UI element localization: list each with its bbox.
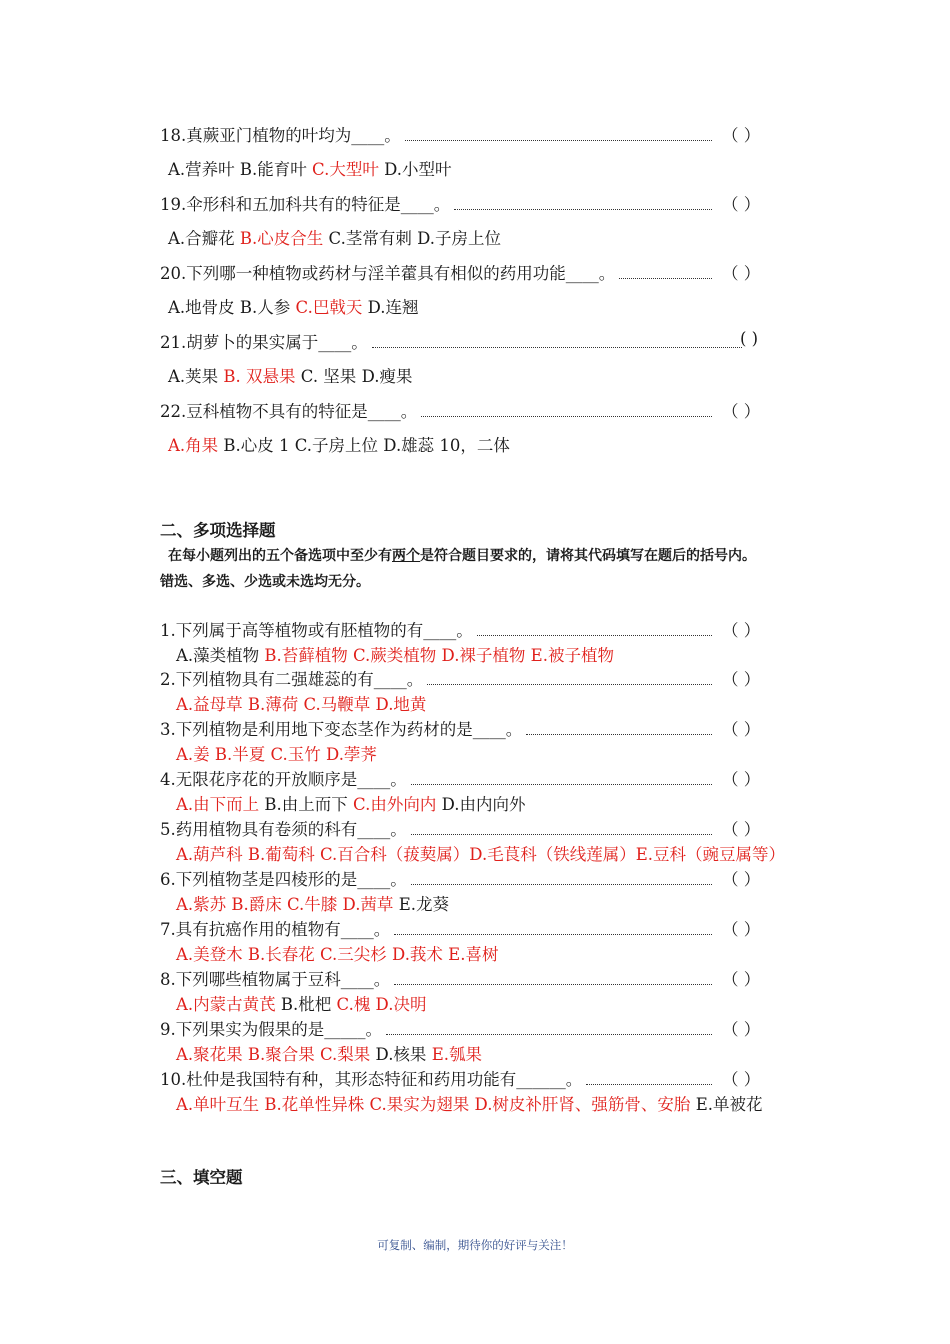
multi-question-stem-line: [160, 716, 522, 740]
multi-question-options: [176, 991, 426, 1015]
dot-leader: [411, 834, 712, 835]
question-number: 20.: [160, 264, 187, 283]
answer-option-correct: A.单叶互生 B.花单性异株 C.果实为翅果 D.树皮补肝肾、强筋骨、安胎: [176, 1095, 696, 1114]
multi-question-stem-line: [160, 1066, 582, 1090]
multi-question-stem-line: [160, 966, 390, 990]
question-stem: 具有抗癌作用的植物有____。: [175, 920, 391, 939]
multi-question-options: [176, 691, 426, 715]
question-number: 4.: [160, 770, 176, 789]
single-question-stem-line: [160, 398, 417, 422]
answer-option: D.小型叶: [384, 160, 452, 179]
answer-option: D.瘦果: [361, 367, 413, 386]
question-stem: 豆科植物不具有的特征是____。: [186, 402, 418, 421]
answer-option: B.枇杷: [280, 995, 337, 1014]
question-number: 8.: [160, 970, 176, 989]
multi-question-stem-line: [160, 816, 407, 840]
multi-question-options: [176, 841, 785, 865]
answer-option: D.子房上位: [417, 229, 501, 248]
question-number: 6.: [160, 870, 176, 889]
multi-question-options: [176, 1091, 762, 1115]
question-number: 1.: [160, 621, 176, 640]
answer-option-correct: A.姜 B.半夏 C.玉竹 D.荸荠: [176, 745, 377, 764]
answer-option-correct: A.益母草 B.薄荷 C.马鞭草 D.地黄: [176, 695, 427, 714]
question-stem: 无限花序花的开放顺序是____。: [175, 770, 407, 789]
dot-leader: [586, 1084, 712, 1085]
single-question-stem-line: [160, 122, 401, 146]
question-stem: 杜仲是我国特有种，其形态特征和药用功能有______。: [186, 1070, 583, 1089]
answer-option: C. 坚果: [300, 367, 362, 386]
multi-question-stem-line: [160, 916, 390, 940]
question-stem: 下列哪一种植物或药材与淫羊藿具有相似的药用功能____。: [186, 264, 616, 283]
answer-option: B.人参: [239, 298, 296, 317]
answer-option: A.荚果: [168, 367, 224, 386]
multi-question-stem-line: [160, 1016, 382, 1040]
dot-leader: [394, 934, 712, 935]
answer-parenthesis: （ ）: [722, 720, 761, 739]
answer-option-correct: C.槐 D.决明: [336, 995, 427, 1014]
question-stem: 下列哪些植物属于豆科____。: [175, 970, 391, 989]
answer-option-correct: C.由外向内: [353, 795, 442, 814]
answer-option-correct: A.聚花果 B.聚合果 C.梨果: [176, 1045, 376, 1064]
question-stem: 下列植物茎是四棱形的是____。: [175, 870, 407, 889]
answer-option: B.由上而下: [264, 795, 354, 814]
multi-question-options: [176, 891, 449, 915]
answer-option: A.营养叶: [168, 160, 240, 179]
answer-option: D.雄蕊 10，二体: [383, 436, 510, 455]
multi-question-stem-line: [160, 666, 423, 690]
question-stem: 真蕨亚门植物的叶均为____。: [186, 126, 401, 145]
answer-option: B.能育叶: [239, 160, 313, 179]
single-question-options: [168, 156, 451, 180]
single-question-stem-line: [160, 329, 368, 353]
answer-option-correct: B.心皮合生: [239, 229, 329, 248]
dot-leader: [394, 984, 712, 985]
instructions-text: 是符合题目要求的，请将其代码填写在题后的括号内。: [420, 548, 756, 564]
instructions-underlined: 两个: [392, 548, 420, 564]
answer-option: C.子房上位: [294, 436, 384, 455]
question-number: 2.: [160, 670, 176, 689]
section-heading-multiple-choice: 二、多项选择题: [160, 521, 276, 540]
answer-parenthesis: ( ): [740, 329, 759, 348]
multi-question-options: [176, 791, 525, 815]
dot-leader: [372, 347, 742, 348]
answer-parenthesis: （ ）: [722, 920, 761, 939]
multi-question-stem-line: [160, 866, 407, 890]
question-number: 22.: [160, 402, 187, 421]
answer-parenthesis: （ ）: [722, 870, 761, 889]
answer-parenthesis: （ ）: [722, 1070, 761, 1089]
answer-parenthesis: （ ）: [722, 195, 761, 214]
answer-option: D.核果: [375, 1045, 432, 1064]
section-heading-fill-in: 三、填空题: [160, 1168, 243, 1187]
question-stem: 药用植物具有卷须的科有____。: [175, 820, 407, 839]
answer-parenthesis: （ ）: [722, 402, 761, 421]
answer-option: E.单被花: [695, 1095, 763, 1114]
instructions-text: 在每小题列出的五个备选项中至少有: [168, 548, 392, 564]
answer-option: A.藻类植物: [176, 646, 265, 665]
answer-parenthesis: （ ）: [722, 126, 761, 145]
answer-option: C.茎常有刺: [328, 229, 418, 248]
question-number: 5.: [160, 820, 176, 839]
question-number: 18.: [160, 126, 187, 145]
answer-option-correct: A.葫芦科 B.葡萄科 C.百合科（菝葜属）D.毛茛科（铁线莲属）E.豆科（豌豆属等）: [176, 845, 785, 864]
question-number: 10.: [160, 1070, 187, 1089]
question-stem: 下列属于高等植物或有胚植物的有____。: [175, 621, 473, 640]
multi-question-stem-line: [160, 766, 407, 790]
answer-option-correct: E.瓠果: [431, 1045, 482, 1064]
question-stem: 胡萝卜的果实属于____。: [186, 333, 368, 352]
question-number: 3.: [160, 720, 176, 739]
single-question-options: [168, 225, 501, 249]
answer-option-correct: A.由下而上: [176, 795, 265, 814]
answer-option: A.合瓣花: [168, 229, 240, 248]
dot-leader: [427, 684, 712, 685]
question-stem: 下列果实为假果的是_____。: [175, 1020, 382, 1039]
answer-option: A.地骨皮: [168, 298, 240, 317]
dot-leader: [454, 209, 712, 210]
dot-leader: [411, 784, 712, 785]
answer-option-correct: A.角果: [168, 436, 224, 455]
multi-question-options: [176, 741, 377, 765]
answer-parenthesis: （ ）: [722, 1020, 761, 1039]
dot-leader: [411, 884, 712, 885]
multi-question-stem-line: [160, 617, 473, 641]
question-stem: 下列植物具有二强雄蕊的有____。: [175, 670, 424, 689]
answer-option-correct: A.紫苏 B.爵床 C.牛膝 D.茜草: [176, 895, 399, 914]
multi-question-options: [176, 642, 614, 666]
answer-option-correct: A.美登木 B.长春花 C.三尖杉 D.莪术 E.喜树: [176, 945, 499, 964]
question-number: 21.: [160, 333, 187, 352]
answer-parenthesis: （ ）: [722, 670, 761, 689]
section-instructions: [168, 545, 756, 565]
question-number: 7.: [160, 920, 176, 939]
dot-leader: [526, 734, 712, 735]
answer-option: D.由内向外: [441, 795, 526, 814]
section-instructions-line2: 错选、多选、少选或未选均无分。: [160, 574, 370, 590]
answer-option: B.心皮 1: [223, 436, 295, 455]
multi-question-options: [176, 1041, 482, 1065]
question-number: 9.: [160, 1020, 176, 1039]
single-question-options: [168, 363, 412, 387]
answer-option: E.龙葵: [398, 895, 449, 914]
answer-option-correct: A.内蒙古黄芪: [176, 995, 281, 1014]
question-number: 19.: [160, 195, 187, 214]
single-question-options: [168, 432, 510, 456]
dot-leader: [421, 416, 712, 417]
question-stem: 下列植物是利用地下变态茎作为药材的是____。: [175, 720, 523, 739]
answer-parenthesis: （ ）: [722, 621, 761, 640]
answer-option-correct: B. 双悬果: [223, 367, 301, 386]
answer-parenthesis: （ ）: [722, 970, 761, 989]
answer-option: D.连翘: [367, 298, 419, 317]
answer-parenthesis: （ ）: [722, 770, 761, 789]
answer-parenthesis: （ ）: [722, 264, 761, 283]
dot-leader: [386, 1034, 712, 1035]
single-question-stem-line: [160, 260, 615, 284]
single-question-options: [168, 294, 418, 318]
dot-leader: [477, 635, 712, 636]
multi-question-options: [176, 941, 498, 965]
answer-option-correct: B.苔藓植物 C.蕨类植物 D.裸子植物 E.被子植物: [264, 646, 614, 665]
answer-option-correct: C.大型叶: [312, 160, 385, 179]
single-question-stem-line: [160, 191, 450, 215]
dot-leader: [619, 278, 712, 279]
answer-option-correct: C.巴戟天: [295, 298, 368, 317]
page-footer: 可复制、编制，期待你的好评与关注！: [377, 1238, 573, 1252]
answer-parenthesis: （ ）: [722, 820, 761, 839]
question-stem: 伞形科和五加科共有的特征是____。: [186, 195, 451, 214]
dot-leader: [405, 140, 712, 141]
